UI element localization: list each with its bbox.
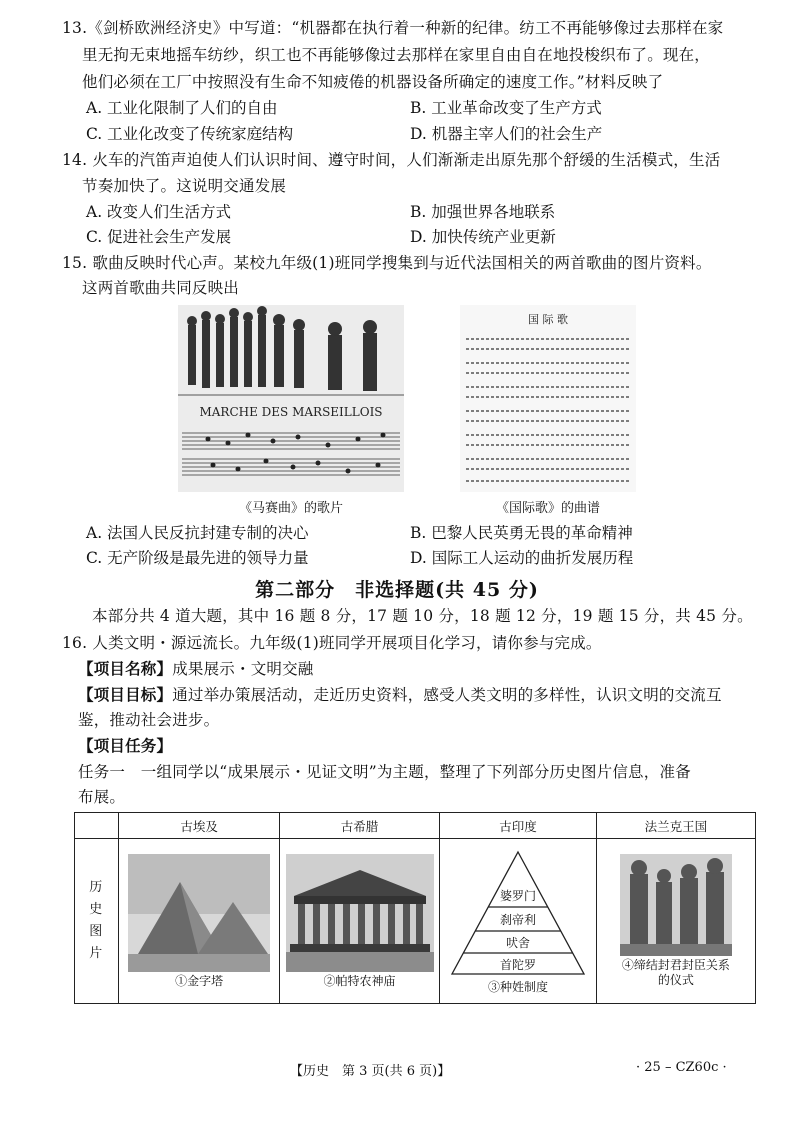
caption-pyramid: ①金字塔	[175, 973, 224, 988]
pyramids-image	[128, 854, 270, 972]
cell-india	[440, 839, 596, 1004]
column-header-egypt: 古埃及	[119, 813, 279, 839]
caption-parthenon: ②帕特农神庙	[323, 973, 396, 988]
q14-option-b: B. 加强世界各地联系	[410, 203, 556, 221]
q13-option-a: A. 工业化限制了人们的自由	[86, 99, 278, 117]
table-corner-cell	[75, 813, 119, 839]
caste-level-kshatriya: 刹帝利	[500, 912, 537, 927]
q13-option-d: D. 机器主宰人们的社会生产	[410, 125, 603, 143]
q15-stem-line2: 这两首歌曲共同反映出	[82, 279, 240, 297]
project-goal-line2: 鉴，推动社会进步。	[78, 711, 220, 729]
internationale-score-image	[460, 305, 636, 492]
project-name-label: 【项目名称】	[78, 659, 173, 678]
project-name-value: 成果展示・文明交融	[172, 660, 314, 678]
internationale-title: 国 际 歌	[528, 313, 568, 326]
q13-stem-line3: 他们必须在工厂中按照没有生命不知疲倦的机器设备所确定的速度工作。”材料反映了	[82, 73, 664, 91]
part2-description: 本部分共 4 道大题，其中 16 题 8 分，17 题 10 分，18 题 12 分，19 题 15 分，共 45 分。	[92, 607, 753, 625]
row-header-history-pictures: 历史图片	[89, 880, 105, 961]
q15-stem-line1: 15. 歌曲反映时代心声。某校九年级(1)班同学搜集到与近代法国相关的两首歌曲的图片资料。	[62, 254, 712, 272]
footer-page-info: 【历史 第 3 页(共 6 页)】	[290, 1064, 451, 1079]
caste-level-vaishya: 吠舍	[506, 935, 531, 950]
cell-frankish	[596, 839, 755, 1004]
cell-greece	[279, 839, 440, 1004]
q14-stem-line1: 14. 火车的汽笛声迫使人们认识时间、遵守时间，人们渐渐走出原先那个舒缓的生活模式，生活	[62, 151, 721, 169]
q14-option-d: D. 加快传统产业更新	[410, 228, 556, 246]
footer-code: · 25 – CZ60c ·	[636, 1060, 727, 1075]
q15-option-c: C. 无产阶级是最先进的领导力量	[86, 549, 309, 567]
marseillaise-illustration	[178, 305, 404, 492]
marseillaise-caption: 《马赛曲》的歌片	[238, 501, 343, 516]
project-goal-row	[78, 685, 722, 705]
q16-stem-line1: 16. 人类文明・源远流长。九年级(1)班同学开展项目化学习，请你参与完成。	[62, 634, 602, 652]
row-header-cell	[75, 839, 119, 1004]
q15-option-d: D. 国际工人运动的曲折发展历程	[410, 549, 634, 567]
column-header-india: 古印度	[440, 813, 596, 839]
q14-option-c: C. 促进社会生产发展	[86, 228, 232, 246]
task1-line2: 布展。	[78, 788, 126, 806]
part2-title: 第二部分 非选择题(共 45 分)	[255, 579, 539, 601]
caption-caste-system: ③种姓制度	[488, 979, 549, 994]
history-images-table	[74, 812, 756, 1004]
marseillaise-title: MARCHE DES MARSEILLOIS	[199, 405, 383, 419]
project-task-label: 【项目任务】	[78, 736, 173, 755]
caste-level-shudra: 首陀罗	[500, 957, 537, 972]
project-goal-text: 通过举办策展活动，走近历史资料，感受人类文明的多样性，认识文明的交流互	[172, 686, 722, 704]
q13-stem-line2: 里无拘无束地摇车纺纱，织工也不再能够像过去那样在家里自由自在地投梭织布了。现在，	[82, 46, 711, 64]
cell-egypt	[119, 839, 279, 1004]
project-name-row	[78, 659, 314, 679]
q15-option-a: A. 法国人民反抗封建专制的决心	[86, 524, 309, 542]
q13-option-c: C. 工业化改变了传统家庭结构	[86, 125, 294, 143]
internationale-caption: 《国际歌》的曲谱	[495, 501, 600, 516]
project-goal-label: 【项目目标】	[78, 685, 173, 704]
parthenon-image	[286, 854, 434, 972]
vassalage-ceremony-image	[620, 854, 732, 956]
caste-level-brahmin: 婆罗门	[500, 888, 537, 903]
marseillaise-song-sheet-image	[178, 305, 404, 492]
internationale-illustration	[460, 305, 636, 492]
q13-option-b: B. 工业革命改变了生产方式	[410, 99, 602, 117]
column-header-greece: 古希腊	[279, 813, 440, 839]
caste-pyramid-diagram	[448, 848, 588, 978]
task1-line1: 任务一 一组同学以“成果展示・见证文明”为主题，整理了下列部分历史图片信息，准备	[78, 763, 691, 781]
q14-option-a: A. 改变人们生活方式	[86, 203, 232, 221]
column-header-frankish: 法兰克王国	[596, 813, 755, 839]
caption-vassalage-ceremony: ④缔结封君封臣关系的仪式	[621, 958, 730, 987]
q13-stem-line1: 13.《剑桥欧洲经济史》中写道：“机器都在执行着一种新的纪律。纺工不再能够像过去那样在家	[62, 19, 724, 37]
q15-option-b: B. 巴黎人民英勇无畏的革命精神	[410, 524, 633, 542]
q14-stem-line2: 节奏加快了。这说明交通发展	[82, 177, 287, 195]
